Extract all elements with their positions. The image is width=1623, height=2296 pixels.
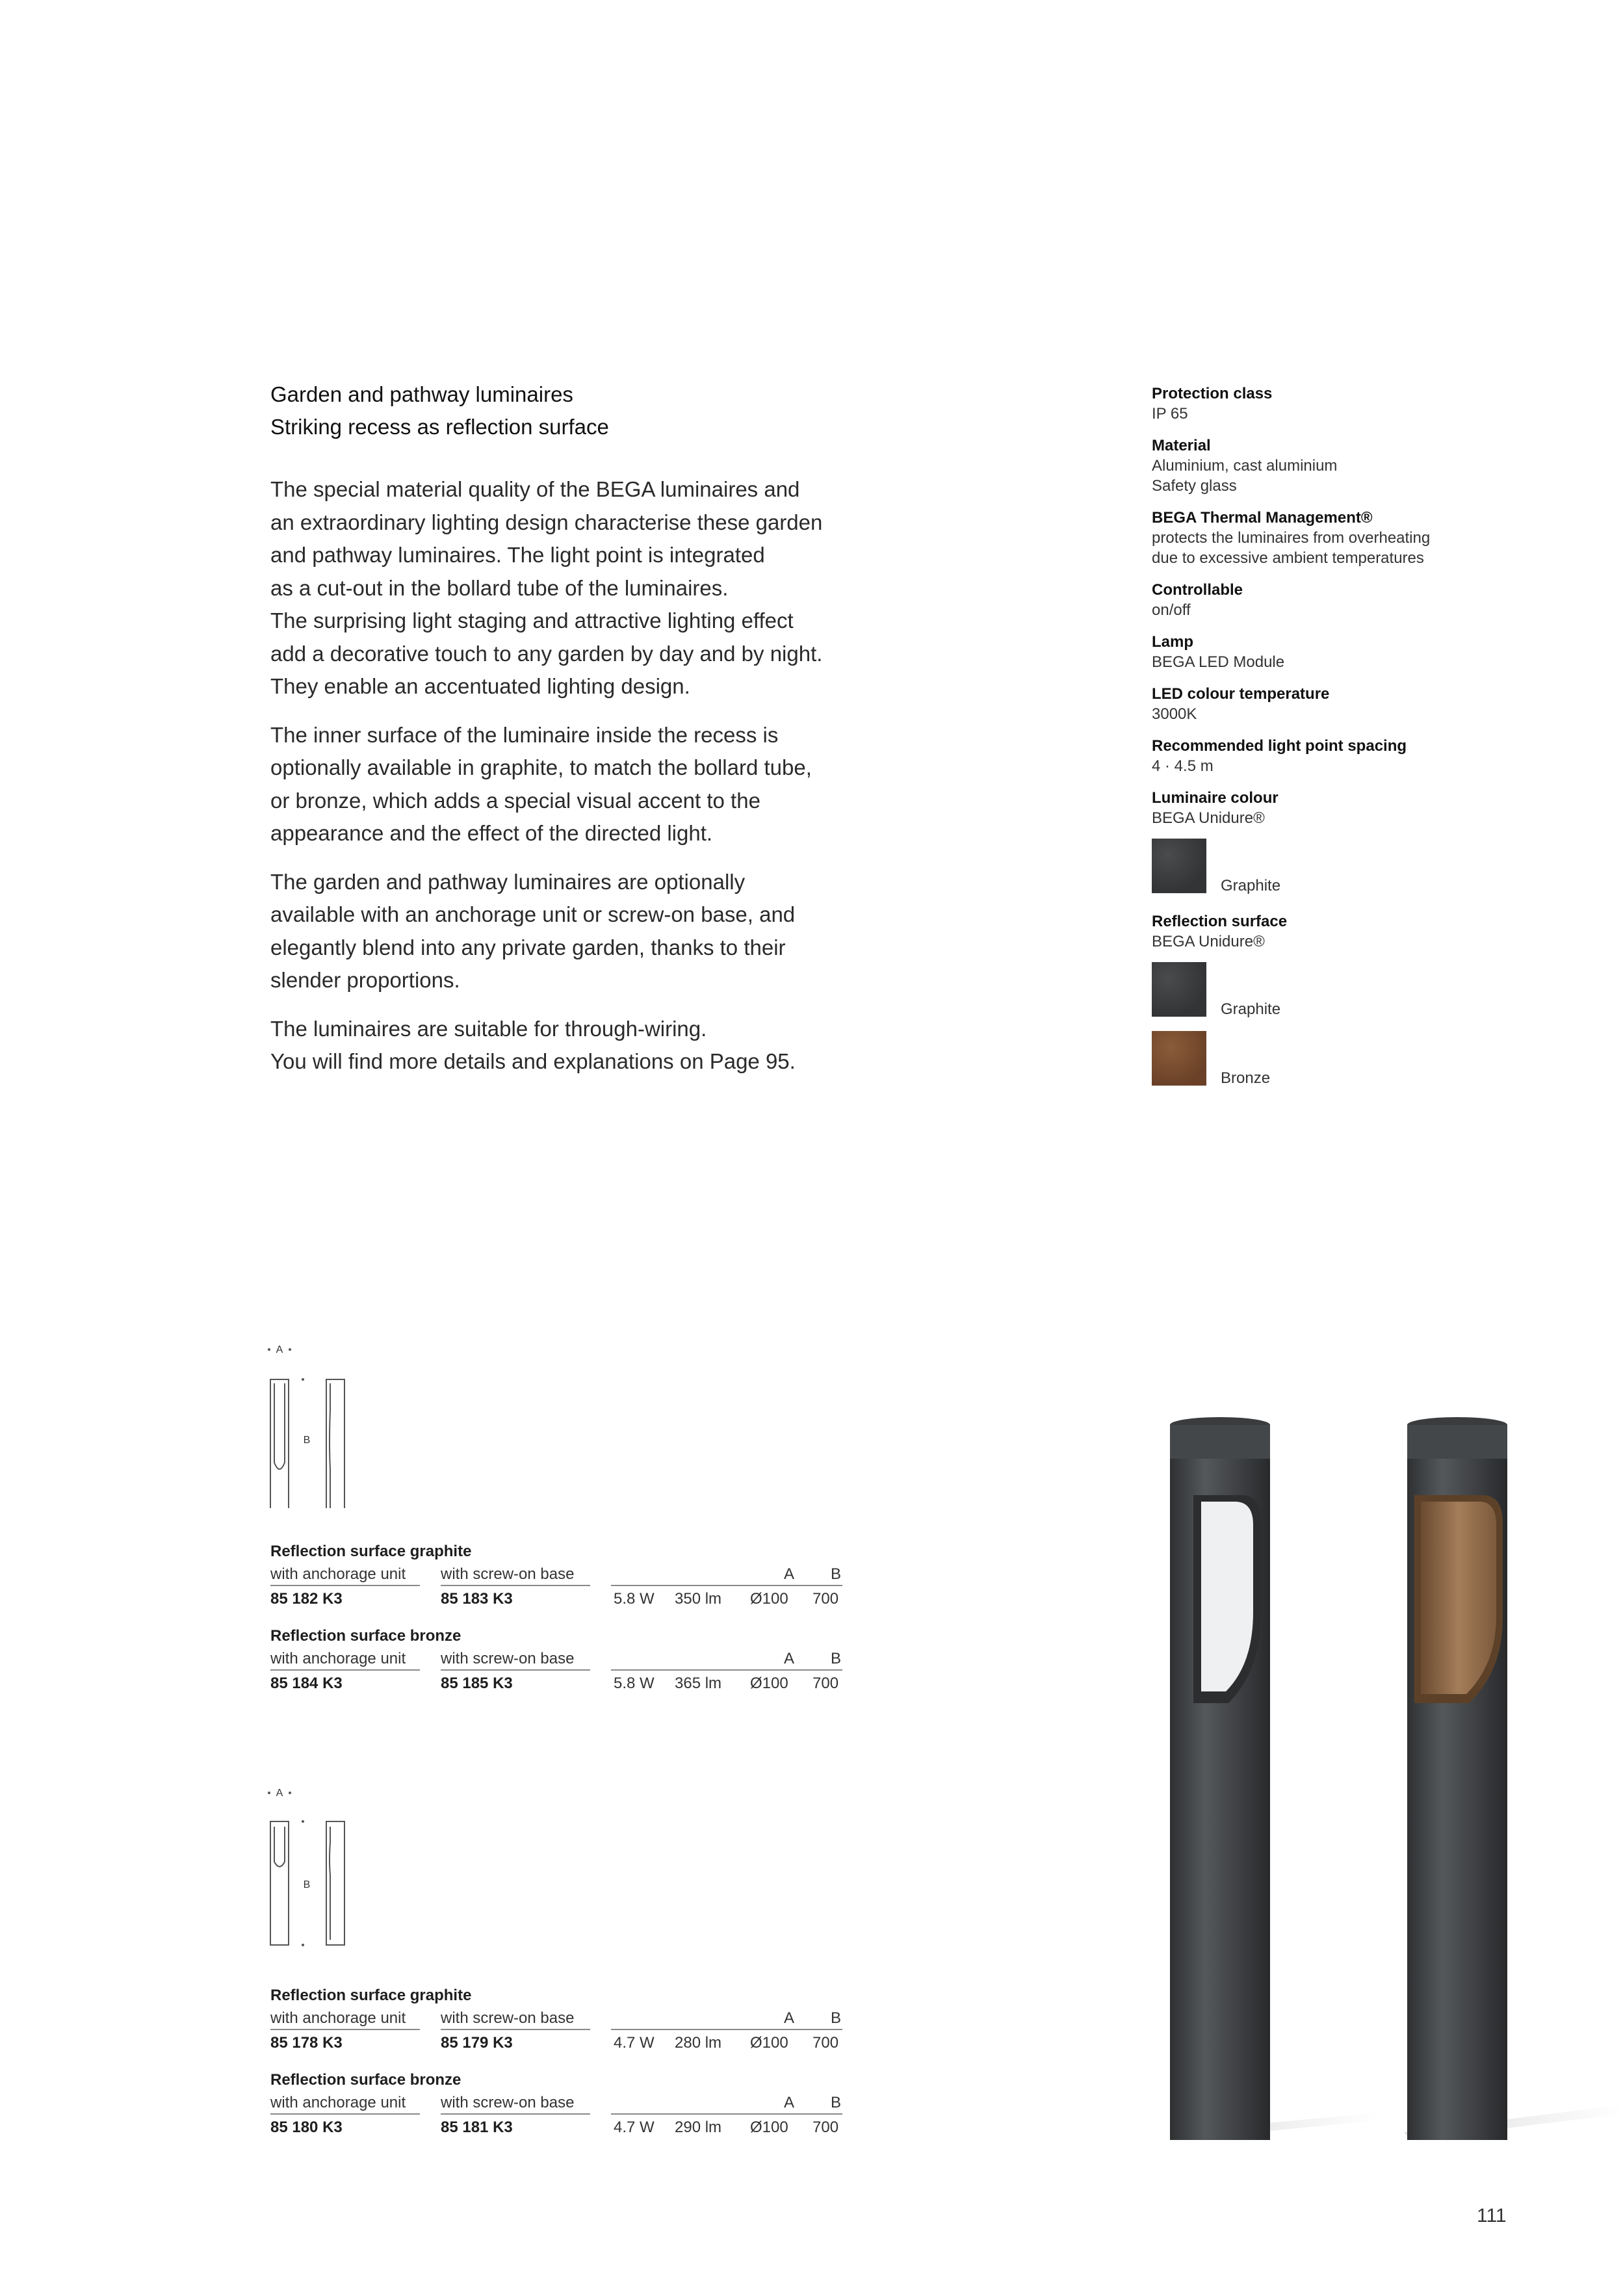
dimension-a: Ø100 [750, 2119, 788, 2136]
drawing-front-view [270, 1821, 289, 1945]
table-row [270, 2031, 842, 2056]
spec-label: Material [1152, 437, 1211, 454]
header-rule [611, 1565, 842, 1586]
colour-option [1152, 962, 1516, 1017]
col-anchorage-header: with anchorage unit [270, 1565, 420, 1586]
spec-label: Luminaire colour [1152, 789, 1279, 807]
col-screw-header: with screw-on base [441, 1565, 590, 1586]
spec-label: Controllable [1152, 581, 1243, 599]
section-heading [270, 378, 855, 443]
dimension-dot [268, 1792, 270, 1794]
dimension-a-label: A [276, 1788, 283, 1799]
spec-label: Reflection surface [1152, 913, 1288, 930]
bronze-swatch [1152, 1031, 1206, 1086]
col-b-header: B [831, 1565, 842, 1583]
graphite-swatch [1152, 839, 1206, 893]
col-anchorage-header: with anchorage unit [270, 2094, 420, 2115]
table-row [270, 1587, 842, 1612]
article-number-anchorage: 85 180 K3 [270, 2119, 343, 2136]
dimension-b: 700 [812, 2119, 839, 2136]
drawing-recess-outline [274, 1383, 285, 1469]
luminous-flux: 280 lm [675, 2034, 722, 2052]
table-header [270, 1563, 842, 1587]
dimension-b: 700 [812, 1590, 839, 1608]
intro-body [270, 473, 927, 1094]
col-a-header: A [784, 2094, 795, 2111]
header-rule [611, 1650, 842, 1671]
spec-value: 4 · 4.5 m [1152, 757, 1214, 775]
spec-value: 3000K [1152, 705, 1197, 723]
spec-controllable [1152, 580, 1516, 620]
spec-value: protects the luminaires from overheating due to excessive ambient temperatures [1152, 529, 1431, 567]
graphite-swatch [1152, 962, 1206, 1017]
intro-paragraph: The luminaires are suitable for through-wiring. You will find more details and explanations on Page 95. [270, 1016, 796, 1073]
spec-value: Aluminium, cast aluminium Safety glass [1152, 457, 1338, 495]
dimension-a: Ø100 [750, 1675, 788, 1692]
table-header [270, 2007, 842, 2031]
product-photo [1131, 1398, 1623, 2197]
colour-option [1152, 1031, 1516, 1086]
luminous-flux: 350 lm [675, 1590, 722, 1608]
spec-value: on/off [1152, 601, 1191, 619]
table-header [270, 2091, 842, 2116]
header-rule [611, 2009, 842, 2030]
col-screw-header: with screw-on base [441, 1650, 590, 1671]
col-b-header: B [831, 1650, 842, 1667]
dimension-b-label: B [303, 1879, 311, 1890]
intro-paragraph: The inner surface of the luminaire inside the recess is optionally available in graphite, to match the bollard tube, or bronze, which adds a special visual accent to the appearance and the effect of the directed light. [270, 722, 812, 845]
swatch-label: Bronze [1221, 1069, 1271, 1087]
spec-value: BEGA Unidure® [1152, 809, 1265, 827]
spec-label: BEGA Thermal Management® [1152, 509, 1373, 527]
table-header [270, 1647, 842, 1672]
luminous-flux: 365 lm [675, 1675, 722, 1692]
swatch-label: Graphite [1221, 877, 1281, 894]
spec-material [1152, 436, 1516, 496]
table-row [270, 1672, 842, 1697]
dimension-a: Ø100 [750, 2034, 788, 2052]
spec-label: Recommended light point spacing [1152, 737, 1407, 755]
dimension-dot [302, 1820, 304, 1823]
dimension-dot [289, 1792, 291, 1794]
spec-label: Lamp [1152, 633, 1194, 651]
product-table [270, 1985, 842, 2141]
article-number-screw: 85 179 K3 [441, 2034, 513, 2052]
dimension-dot [302, 1944, 304, 1946]
bollard-bronze [1407, 1417, 1507, 2140]
spec-column [1152, 384, 1516, 1097]
intro-paragraph: The special material quality of the BEGA luminaires and an extraordinary lighting design characterise these garden and pathway luminaires. The light point is integrated as a cut-out in the bollard tube of the luminaires. The surprising light staging and attractive lighting effect add a decorative touch to any garden by day and by night. They enable an accentuated lighting design. [270, 477, 823, 698]
article-number-anchorage: 85 178 K3 [270, 2034, 343, 2052]
table-title: Reflection surface bronze [270, 2071, 461, 2089]
power: 4.7 W [614, 2119, 655, 2136]
spec-thermal-management [1152, 508, 1516, 568]
header-rule [611, 2094, 842, 2115]
col-b-header: B [831, 2094, 842, 2111]
col-b-header: B [831, 2009, 842, 2027]
col-a-header: A [784, 1565, 795, 1583]
dimension-b-label: B [303, 1435, 311, 1446]
article-number-anchorage: 85 182 K3 [270, 1590, 343, 1608]
table-title: Reflection surface graphite [270, 1543, 472, 1560]
drawing-front-view [270, 1379, 289, 1508]
col-anchorage-header: with anchorage unit [270, 1650, 420, 1671]
article-number-screw: 85 181 K3 [441, 2119, 513, 2136]
col-a-header: A [784, 1650, 795, 1667]
article-number-screw: 85 183 K3 [441, 1590, 513, 1608]
dimension-dot [268, 1348, 270, 1351]
spec-value: IP 65 [1152, 405, 1188, 423]
colour-option [1152, 839, 1516, 893]
col-anchorage-header: with anchorage unit [270, 2009, 420, 2030]
dimension-dot [289, 1348, 291, 1351]
swatch-label: Graphite [1221, 1000, 1281, 1018]
heading-line-1: Garden and pathway luminaires [270, 382, 573, 406]
page-number: 111 [1477, 2205, 1507, 2226]
table-row [270, 2116, 842, 2141]
spec-value: BEGA Unidure® [1152, 933, 1265, 950]
table-title: Reflection surface bronze [270, 1627, 461, 1645]
power: 4.7 W [614, 2034, 655, 2052]
spec-label: LED colour temperature [1152, 685, 1330, 703]
spec-colour-temperature [1152, 684, 1516, 724]
dimension-a: Ø100 [750, 1590, 788, 1608]
power: 5.8 W [614, 1675, 655, 1692]
col-screw-header: with screw-on base [441, 2009, 590, 2030]
spec-value: BEGA LED Module [1152, 653, 1285, 671]
spec-light-point-spacing [1152, 736, 1516, 776]
col-screw-header: with screw-on base [441, 2094, 590, 2115]
product-table [270, 1541, 842, 1697]
table-title: Reflection surface graphite [270, 1987, 472, 2004]
col-a-header: A [784, 2009, 795, 2027]
drawing-recess-outline [274, 1827, 285, 1867]
spec-luminaire-colour [1152, 788, 1516, 893]
spec-label: Protection class [1152, 385, 1273, 402]
dimension-b: 700 [812, 2034, 839, 2052]
spec-protection-class [1152, 384, 1516, 424]
article-number-screw: 85 185 K3 [441, 1675, 513, 1692]
dimension-drawing [266, 1339, 390, 1508]
bollard-graphite [1170, 1417, 1270, 2140]
dimension-dot [302, 1378, 304, 1381]
drawing-side-view [326, 1821, 344, 1945]
dimension-a-label: A [276, 1344, 283, 1355]
heading-line-2: Striking recess as reflection surface [270, 415, 609, 439]
dimension-drawing [266, 1784, 390, 1953]
power: 5.8 W [614, 1590, 655, 1608]
intro-paragraph: The garden and pathway luminaires are optionally available with an anchorage unit or screw-on base, and elegantly blend into any private garden, thanks to their slender proportions. [270, 869, 796, 992]
spec-reflection-surface [1152, 911, 1516, 1086]
luminous-flux: 290 lm [675, 2119, 722, 2136]
article-number-anchorage: 85 184 K3 [270, 1675, 343, 1692]
dimension-b: 700 [812, 1675, 839, 1692]
spec-lamp [1152, 632, 1516, 672]
